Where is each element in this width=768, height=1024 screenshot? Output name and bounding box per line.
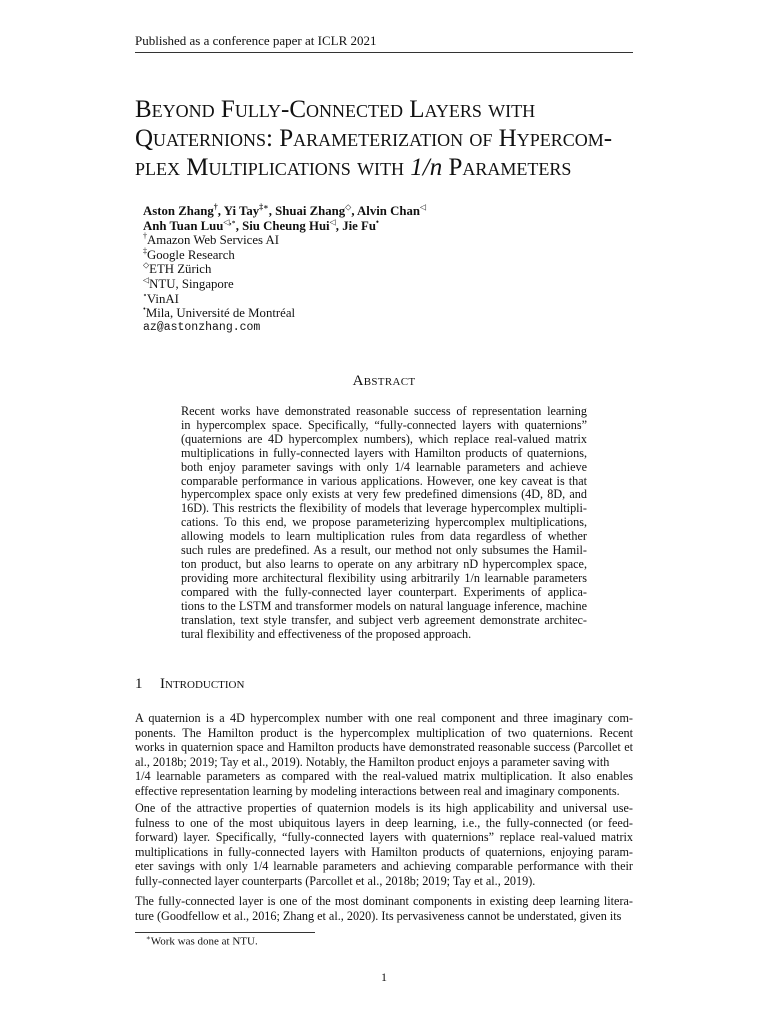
footnote-text: Work was done at NTU. <box>150 935 258 948</box>
intro-paragraph-3 <box>135 894 633 923</box>
author-line-2: Anh Tuan Luu◁,∘, Siu Cheung Hui◁, Jie Fu• <box>143 217 379 233</box>
title-math: 1/n <box>410 154 443 181</box>
affiliation <box>143 248 426 263</box>
abstract-line: 16D). This restricts the flexibility of models that leverage hypercomplex multipli- <box>181 501 587 516</box>
author-mark: ◁,∘ <box>223 217 236 227</box>
affiliation <box>143 306 426 321</box>
title-line-2: Quaternions: Parameterization of Hypercom- <box>135 125 613 152</box>
affiliation-mark: ◇ <box>143 261 150 271</box>
section-number: 1 <box>135 676 143 692</box>
abstract-line: cations. To this end, we propose parameterizing hypercomplex multiplications, <box>181 515 587 530</box>
abstract-line: (quaternions are 4D hypercomplex numbers), which replace real-valued matrix <box>181 431 587 446</box>
paper-title <box>135 95 655 182</box>
affiliation <box>143 292 426 307</box>
paragraph-line: multiplications in fully-connected layers with Hamilton products of quaternions, enjoying param- <box>135 844 633 859</box>
paragraph-line: ponents. The Hamilton product is the hypercomplex multiplication of two quaternions. Recent <box>135 725 633 740</box>
paragraph-line-with-citations <box>135 740 633 769</box>
abstract-line: Recent works have demonstrated reasonable success of representation learning <box>181 404 587 418</box>
author-name: Shuai Zhang <box>275 204 346 218</box>
paragraph-line: 1/4 learnable parameters as compared with the real-valued matrix multiplication. It also enables <box>135 769 633 783</box>
abstract-line: tions to the LSTM and transformer models on natural language inference, machine <box>181 598 587 613</box>
paragraph-line: ture (Goodfellow et al., 2016; Zhang et al., 2020). Its pervasiveness cannot be understated, given its <box>135 908 622 923</box>
affiliation-text: Google Research <box>147 247 235 262</box>
affiliation-text: VinAI <box>146 291 179 306</box>
affiliation-text: Amazon Web Services AI <box>147 233 279 248</box>
affiliation-text: ETH Zürich <box>149 262 212 277</box>
title-line-3 <box>135 153 655 182</box>
affiliation-mark: ∘ <box>143 290 147 300</box>
abstract-line: in hypercomplex space. Specifically, “fully-connected layers with quaternions” <box>181 417 587 432</box>
author-mark: • <box>375 217 379 227</box>
title-line-3-text: plex Multiplications with <box>135 154 411 181</box>
abstract-line: such rules are predefined. As a result, our method not only subsumes the Hamil- <box>181 543 587 558</box>
paragraph-line: forward) layer. Specifically, “fully-connected layers with quaternions” replace real-valued matrix <box>135 830 633 844</box>
author-name: Jie Fu <box>342 218 376 233</box>
p1-line3-text: works in quaternion space and Hamilton products have demonstrated reasonable success (Parcollet et al., 2018b; 2019; Tay et al., 2019). Notably, the Hamilton product enjoys a parameter saving with <box>135 740 633 769</box>
affiliation-mark: ◁ <box>143 275 150 285</box>
paragraph-line: fully-connected layer counterparts (Parcollet et al., 2018b; 2019; Tay et al., 2019). <box>135 873 536 888</box>
footnote-rule <box>135 932 315 933</box>
affiliation-mark: ‡ <box>143 246 147 256</box>
abstract-line: hypercomplex space only exists at very few predefined dimensions (4D, 8D, and <box>181 487 587 502</box>
abstract-line: compared with the fully-connected layer counterpart. Experiments of applica- <box>181 584 587 599</box>
abstract-line: providing more architectural flexibility using arbitrarily 1/n learnable parameters <box>181 570 587 585</box>
author-name: Anh Tuan Luu <box>143 218 224 233</box>
abstract-line: both enjoy parameter savings with only 1/4 learnable parameters and achieve <box>181 459 587 474</box>
author-name: Siu Cheung Hui <box>242 218 330 233</box>
affiliation <box>143 277 426 292</box>
header-rule <box>135 52 633 53</box>
contact-email[interactable]: az@astonzhang.com <box>143 320 261 334</box>
author-mark: ◁ <box>419 202 427 212</box>
paragraph-line: fulness to one of the most ubiquitous layers in deep learning, i.e., the fully-connected (or feed- <box>135 815 633 830</box>
affiliation-mark: • <box>143 304 146 314</box>
author-mark: ◇ <box>345 202 352 212</box>
abstract-line: tural flexibility and effectiveness of the proposed approach. <box>181 626 472 641</box>
paragraph-line: One of the attractive properties of quaternion models is its high applicability and universal use- <box>135 801 633 815</box>
title-line-1: Beyond Fully-Connected Layers with <box>135 96 536 123</box>
paragraph-line: eter savings with only 1/4 learnable parameters and achieving comparable performance with their <box>135 859 633 873</box>
affiliation <box>143 262 426 277</box>
author-name: Aston Zhang <box>143 204 214 218</box>
page-number: 1 <box>381 970 387 984</box>
affiliation-text: Mila, Université de Montréal <box>145 306 296 321</box>
author-mark: † <box>213 202 218 212</box>
author-name: Yi Tay <box>223 204 260 218</box>
paragraph-line: effective representation learning by modeling interactions between real and imaginary components. <box>135 783 620 798</box>
footnote <box>146 934 258 948</box>
abstract-line: translation, text style transfer, and subject verb agreement demonstrate architec- <box>181 612 587 627</box>
abstract-heading: Abstract <box>352 373 416 389</box>
running-header: Published as a conference paper at ICLR 2021 <box>135 33 377 48</box>
author-block <box>143 204 426 335</box>
affiliation-mark: † <box>143 231 147 241</box>
abstract-line: multiplications in fully-connected layers with Hamilton products of quaternions, <box>181 445 587 460</box>
author-mark: ‡∗ <box>259 202 269 212</box>
abstract-line: allowing models to learn multiplication rules from data regardless of whether <box>181 529 587 544</box>
intro-paragraph-2 <box>135 801 633 888</box>
title-line-3-end: Parameters <box>442 154 572 181</box>
paragraph-line: The fully-connected layer is one of the most dominant components in existing deep learning litera- <box>135 894 633 908</box>
affiliation <box>143 233 426 248</box>
intro-paragraph-1 <box>135 711 633 798</box>
paragraph-line: A quaternion is a 4D hypercomplex number with one real component and three imaginary com- <box>135 711 633 725</box>
abstract-body <box>181 405 587 641</box>
author-mark: ◁ <box>329 217 336 227</box>
affiliation-text: NTU, Singapore <box>149 276 234 291</box>
author-line-1: Aston Zhang†, Yi Tay‡∗, Shuai Zhang◇, Alvin Chan◁ <box>143 202 427 218</box>
abstract-line: comparable performance in various applications. However, one key caveat is that <box>181 473 587 488</box>
footnote-mark: ∗ <box>146 934 151 942</box>
section-title: Introduction <box>160 676 245 692</box>
abstract-line: ton product, but also learns to operate on any arbitrary nD hypercomplex space, <box>181 556 587 571</box>
section-heading <box>135 676 244 693</box>
author-name: Alvin Chan <box>357 204 420 218</box>
